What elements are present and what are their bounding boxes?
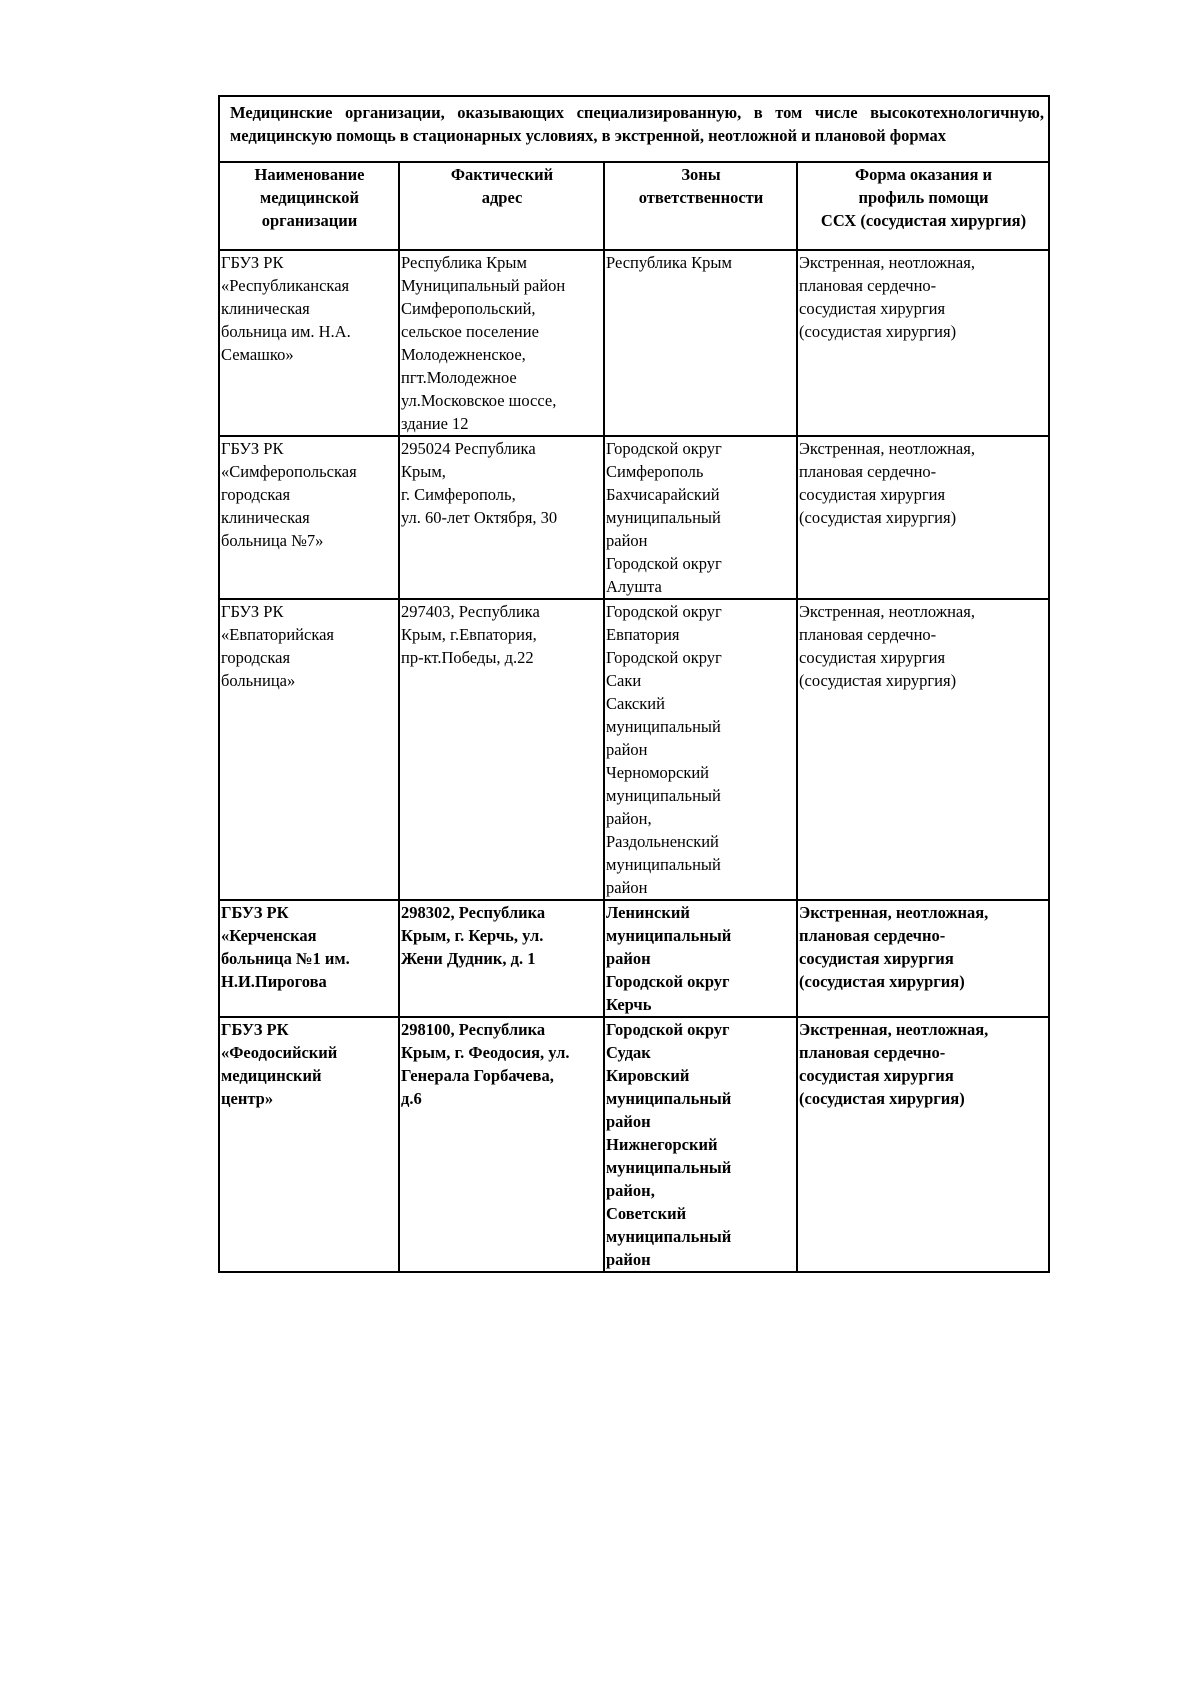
cell-address-line: Муниципальный район: [401, 276, 566, 295]
cell-name-line: центр»: [221, 1089, 274, 1108]
cell-zones-line: Керчь: [606, 995, 652, 1014]
table-row: [219, 900, 1049, 1017]
header-form-line: Форма оказания и: [854, 165, 993, 184]
cell-form-line: Экстренная, неотложная,: [799, 253, 975, 272]
cell-address-line: Молодежненское,: [401, 345, 526, 364]
cell-address-line: сельское поселение: [401, 322, 539, 341]
cell-zones-line: Алушта: [606, 577, 662, 596]
cell-zones-line: Сакский: [606, 694, 665, 713]
table-row: [219, 599, 1049, 900]
cell-zones-line: Городской округ: [606, 439, 722, 458]
header-zones-line: Зоны: [681, 165, 721, 184]
cell-name-line: больница»: [221, 671, 296, 690]
cell-address-line: 297403, Республика: [401, 602, 540, 621]
cell-zones-line: муниципальный: [606, 717, 721, 736]
cell-zones-line: Симферополь: [606, 462, 704, 481]
cell-name-line: «Керченская: [221, 926, 317, 945]
cell-zones-line: Нижнегорский: [606, 1135, 718, 1154]
cell-address-line: г. Симферополь,: [401, 485, 516, 504]
cell-address: [399, 599, 604, 900]
cell-address-line: 295024 Республика: [401, 439, 536, 458]
cell-zones-line: Бахчисарайский: [606, 485, 720, 504]
cell-zones-line: Республика Крым: [606, 253, 732, 272]
header-address: [399, 162, 604, 250]
cell-zones-line: район: [606, 878, 648, 897]
cell-name-line: больница №1 им.: [221, 949, 350, 968]
cell-form-line: сосудистая хирургия: [799, 648, 946, 667]
cell-address-line: Крым, г.Евпатория,: [401, 625, 537, 644]
header-row: [219, 162, 1049, 250]
cell-zones-line: район: [606, 531, 648, 550]
table-caption-text: Медицинские организации, оказывающих специализированную, в том числе высокотехнологичную, медицинскую помощь в стационарных условиях, в экстренной, неотложной и плановой формах: [230, 103, 1044, 145]
cell-address: [399, 436, 604, 599]
organizations-table: [218, 95, 1050, 1273]
cell-zones-line: муниципальный: [606, 508, 721, 527]
cell-name-line: клиническая: [221, 508, 310, 527]
cell-name-line: Семашко»: [221, 345, 294, 364]
cell-address-line: Жени Дудник, д. 1: [401, 949, 536, 968]
cell-form: [797, 250, 1049, 436]
cell-zones-line: Евпатория: [606, 625, 680, 644]
cell-address: [399, 1017, 604, 1272]
cell-form-line: плановая сердечно-: [799, 462, 937, 481]
table-row: [219, 1017, 1049, 1272]
header-form-line: ССХ (сосудистая хирургия): [820, 211, 1027, 230]
cell-name-line: больница №7»: [221, 531, 324, 550]
cell-zones-line: Городской округ: [606, 648, 722, 667]
cell-zones-line: муниципальный: [606, 926, 732, 945]
cell-zones: [604, 599, 797, 900]
cell-form-line: (сосудистая хирургия): [799, 322, 957, 341]
cell-form-line: Экстренная, неотложная,: [799, 602, 975, 621]
cell-zones-line: район: [606, 949, 651, 968]
cell-zones: [604, 436, 797, 599]
cell-address: [399, 250, 604, 436]
cell-name-line: больница им. Н.А.: [221, 322, 351, 341]
cell-address-line: д.6: [401, 1089, 422, 1108]
cell-address-line: Крым, г. Феодосия, ул.: [401, 1043, 570, 1062]
cell-address-line: 298302, Республика: [401, 903, 546, 922]
cell-form-line: плановая сердечно-: [799, 926, 946, 945]
cell-form-line: (сосудистая хирургия): [799, 1089, 965, 1108]
cell-zones: [604, 1017, 797, 1272]
cell-zones-line: Кировский: [606, 1066, 690, 1085]
cell-zones-line: Саки: [606, 671, 642, 690]
cell-name: [219, 436, 399, 599]
cell-zones-line: Советский: [606, 1204, 687, 1223]
header-zones-line: ответственности: [638, 188, 764, 207]
header-form-line: профиль помощи: [858, 188, 989, 207]
caption-row: [219, 96, 1049, 162]
cell-address-line: Генерала Горбачева,: [401, 1066, 554, 1085]
cell-zones-line: Городской округ: [606, 554, 722, 573]
cell-address-line: ул. 60-лет Октября, 30: [401, 508, 558, 527]
cell-form-line: сосудистая хирургия: [799, 1066, 954, 1085]
cell-form-line: Экстренная, неотложная,: [799, 439, 975, 458]
cell-zones-line: район: [606, 1112, 651, 1131]
cell-zones-line: район,: [606, 809, 652, 828]
cell-name-line: «Симферопольская: [221, 462, 357, 481]
cell-zones-line: Судак: [606, 1043, 651, 1062]
cell-zones-line: муниципальный: [606, 1158, 732, 1177]
header-name-line: медицинской: [259, 188, 360, 207]
cell-zones-line: Городской округ: [606, 972, 730, 991]
cell-name-line: «Евпаторийская: [221, 625, 335, 644]
cell-address-line: ул.Московское шоссе,: [401, 391, 557, 410]
header-address-line: адрес: [481, 188, 523, 207]
cell-name-line: городская: [221, 485, 291, 504]
header-name-line: организации: [261, 211, 358, 230]
cell-zones-line: муниципальный: [606, 855, 721, 874]
cell-zones-line: район,: [606, 1181, 655, 1200]
cell-zones-line: Городской округ: [606, 602, 722, 621]
cell-zones-line: муниципальный: [606, 786, 721, 805]
cell-form: [797, 1017, 1049, 1272]
cell-name-line: медицинский: [221, 1066, 322, 1085]
cell-zones-line: район: [606, 740, 648, 759]
cell-address-line: пгт.Молодежное: [401, 368, 517, 387]
header-name-line: Наименование: [254, 165, 365, 184]
cell-name-line: городская: [221, 648, 291, 667]
cell-address-line: здание 12: [401, 414, 469, 433]
cell-name-line: ГБУЗ РК: [221, 1020, 289, 1039]
cell-name: [219, 250, 399, 436]
cell-zones-line: Ленинский: [606, 903, 690, 922]
header-address-line: Фактический: [450, 165, 554, 184]
cell-form-line: плановая сердечно-: [799, 1043, 946, 1062]
header-form: [797, 162, 1049, 250]
cell-form-line: плановая сердечно-: [799, 276, 937, 295]
table-caption: [219, 96, 1049, 162]
cell-zones-line: муниципальный: [606, 1089, 732, 1108]
cell-zones-line: район: [606, 1250, 651, 1269]
cell-address-line: Симферопольский,: [401, 299, 536, 318]
table-row: [219, 250, 1049, 436]
header-zones: [604, 162, 797, 250]
cell-address-line: Крым,: [401, 462, 446, 481]
cell-form-line: сосудистая хирургия: [799, 299, 946, 318]
table-row: [219, 436, 1049, 599]
cell-name-line: ГБУЗ РК: [221, 602, 284, 621]
cell-zones-line: Городской округ: [606, 1020, 730, 1039]
cell-zones-line: Черноморский: [606, 763, 710, 782]
cell-form-line: сосудистая хирургия: [799, 949, 954, 968]
cell-zones-line: Раздольненский: [606, 832, 719, 851]
cell-form: [797, 599, 1049, 900]
cell-form-line: (сосудистая хирургия): [799, 508, 957, 527]
cell-form: [797, 436, 1049, 599]
cell-name: [219, 1017, 399, 1272]
cell-form-line: сосудистая хирургия: [799, 485, 946, 504]
cell-name-line: «Республиканская: [221, 276, 350, 295]
cell-zones-line: муниципальный: [606, 1227, 732, 1246]
cell-zones: [604, 250, 797, 436]
cell-address-line: 298100, Республика: [401, 1020, 546, 1039]
cell-name-line: ГБУЗ РК: [221, 439, 284, 458]
cell-name-line: клиническая: [221, 299, 310, 318]
table-body: [219, 250, 1049, 1272]
cell-address-line: Республика Крым: [401, 253, 527, 272]
cell-name-line: ГБУЗ РК: [221, 903, 289, 922]
cell-form-line: Экстренная, неотложная,: [799, 903, 989, 922]
header-name: [219, 162, 399, 250]
cell-name-line: ГБУЗ РК: [221, 253, 284, 272]
cell-address-line: Крым, г. Керчь, ул.: [401, 926, 544, 945]
cell-form: [797, 900, 1049, 1017]
cell-address-line: пр-кт.Победы, д.22: [401, 648, 534, 667]
cell-form-line: плановая сердечно-: [799, 625, 937, 644]
cell-form-line: (сосудистая хирургия): [799, 972, 965, 991]
cell-name-line: «Феодосийский: [221, 1043, 338, 1062]
cell-name: [219, 900, 399, 1017]
cell-form-line: Экстренная, неотложная,: [799, 1020, 989, 1039]
cell-address: [399, 900, 604, 1017]
cell-zones: [604, 900, 797, 1017]
cell-name: [219, 599, 399, 900]
cell-form-line: (сосудистая хирургия): [799, 671, 957, 690]
cell-name-line: Н.И.Пирогова: [221, 972, 327, 991]
